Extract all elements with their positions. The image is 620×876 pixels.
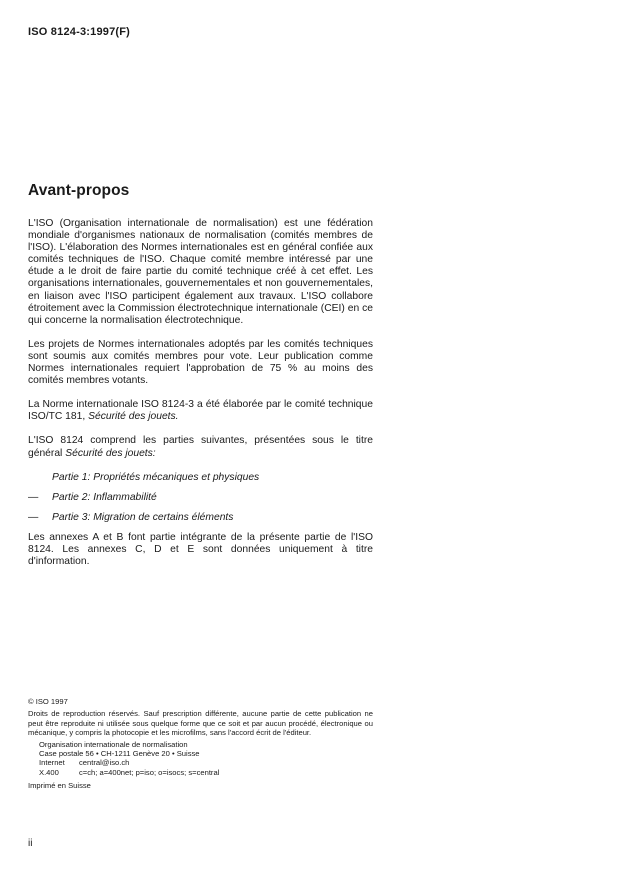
paragraph-iso-intro: L'ISO (Organisation internationale de normalisation) est une fédération mondiale d'organismes nationaux de normalisation (comités membres de l'ISO). L'élaboration des Normes internationales est en général confiée aux comités techniques de l'ISO. Chaque comité membre intéressé par une étude a le droit de faire partie du comité technique créé à cet effet. Les organisations internationales, gouvernementales et non gouvernementales, en liaison avec l'ISO participent également aux travaux. L'ISO collabore étroitement avec la Commission électrotechnique internationale (CEI) en ce qui concerne la normalisation électrotechnique.	[28, 218, 373, 326]
paragraph-voting: Les projets de Normes internationales adoptés par les comités techniques sont soumis aux comités membres pour vote. Leur publication comme Normes internationales requiert l'approbation de 75 % au moins des comités membres votants.	[28, 338, 373, 387]
printed-in: Imprimé en Suisse	[28, 781, 91, 791]
list-item	[28, 512, 373, 524]
internet-value: central@iso.ch	[79, 758, 130, 768]
list-dash	[28, 472, 52, 484]
postal-address: Case postale 56 • CH-1211 Genève 20 • Suisse	[39, 749, 200, 759]
document-reference: ISO 8124-3:1997(F)	[28, 26, 131, 38]
organization-name: Organisation internationale de normalisation	[39, 739, 188, 749]
paragraph-elaboration	[28, 399, 373, 423]
copyright-notice: Droits de reproduction réservés. Sauf prescription différente, aucune partie de cette publication ne peut être reproduite ni utilisée sous quelque forme que ce soit et par aucun procédé, électronique ou mécanique, y compris la photocopie et les microfilms, sans l'accord écrit de l'éditeur.	[28, 709, 373, 738]
paragraph-parts-intro	[28, 435, 373, 459]
x400-row	[39, 768, 373, 777]
parts-intro-text: L'ISO 8124 comprend les parties suivantes, présentées sous le titre général	[28, 435, 373, 459]
list-item	[28, 492, 373, 504]
copyright-block	[28, 697, 373, 791]
elaboration-text: La Norme internationale ISO 8124-3 a été élaborée par le comité technique ISO/TC 181,	[28, 399, 373, 423]
part-label: Partie 2: Inflammabilité	[52, 491, 157, 503]
parts-list	[28, 472, 373, 524]
internet-row	[39, 758, 373, 767]
foreword-body	[28, 218, 373, 580]
committee-title: Sécurité des jouets.	[88, 411, 179, 423]
section-title: Avant-propos	[28, 182, 130, 199]
general-title: Sécurité des jouets:	[65, 447, 156, 459]
list-dash: —	[28, 491, 39, 503]
publisher-address	[28, 740, 373, 778]
list-dash: —	[28, 511, 39, 523]
page-number: ii	[28, 838, 33, 849]
x400-value: c=ch; a=400net; p=iso; o=isocs; s=central	[79, 767, 220, 777]
copyright-line: © ISO 1997	[28, 697, 68, 706]
part-label: Partie 1: Propriétés mécaniques et physiques	[52, 471, 260, 483]
part-label: Partie 3: Migration de certains éléments	[52, 511, 234, 523]
paragraph-annexes: Les annexes A et B font partie intégrante de la présente partie de l'ISO 8124. Les annexes C, D et E sont données uniquement à titre d'information.	[28, 531, 373, 568]
list-item	[28, 472, 373, 484]
x400-label: X.400	[39, 767, 59, 777]
internet-label: Internet	[39, 758, 65, 768]
